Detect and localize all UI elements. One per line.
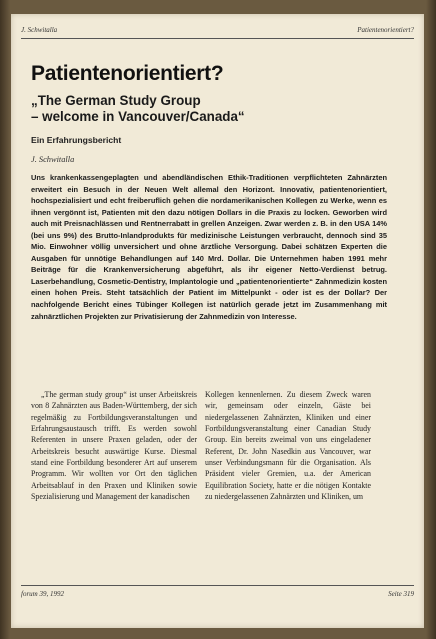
article-byline: J. Schwitalla [31,155,75,164]
article-subtitle [31,93,401,125]
article-title: Patientenorientiert? [31,62,224,85]
subtitle-line-2: – welcome in Vancouver/Canada“ [31,109,245,124]
body-paragraph-right: Kollegen kennenlernen. Zu diesem Zweck waren wir, gemeinsam oder einzeln, Gäste bei niedergelassenen Zahnärzten, Kliniken und einer Fortbildungsveranstaltung einer Canadian Study Group. Ein bereits zweimal von uns eingeladener Referent, Dr. John Nasedkin aus Vancouver, war unser Verbindungsmann für die Organisation. Als Präsident vieler Gremien, u.a. der American Equilibration Society, hatte er die nötigen Kontakte zu niedergelassenen Zahnärzten und Kliniken, um [205,390,371,502]
footer-journal: forum 39, 1992 [21,590,64,598]
article-abstract: Uns krankenkassengeplagten und abendländischen Ethik-Traditionen verpflichteten Zahnärzten erweitert ein Besuch in der Neuen Welt allemal den Horizont. Innovativ, patientenorientiert, hochspezialisiert und echt freiberuflich gehen die nordamerikanischen Kollegen zu Werke, wenn es ihnen vergönnt ist, Patienten mit den dazu nötigen Dollars in die Praxis zu locken. Geworben wird auch mit Preisnachlässen und Rentnerrabatt in grellen Anzeigen. Zwar werden z. B. in den USA 14% (bei uns 9%) des Brutto-Inlandprodukts für medizinische Leistungen verbraucht, dennoch sind 35 Mio. Einwohner völlig unversichert und ohne ärztliche Versorgung. Dabei schätzen Experten die Ausgaben für unnötige Behandlungen auf 140 Mrd. Dollar. Die Unternehmen haben 1991 mehr Beiträge für die Krankenversicherung abgeführt, als ihr eigener Netto-Verdienst betrug. Laserbehandlung, Cosmetic-Dentistry, Implantologie und „patientenorientierte“ Zahnmedizin kosten einen hohen Preis. Steht tatsächlich der Patient im Mittelpunkt - oder ist es der Dollar? Der nachfolgende Bericht eines Tübinger Kollegen ist natürlich gerade jetzt im Zusammenhang mit zahnärztlichen Projekten zur Privatisierung der Zahnmedizin von Interesse. [31,173,387,321]
running-footer [21,585,414,600]
header-section: Patientenorientiert? [357,26,414,34]
footer-page-number: Seite 319 [388,590,414,598]
header-author: J. Schwitalla [21,26,58,34]
document-page [11,14,424,628]
body-paragraph-left: „The german study group“ ist unser Arbeitskreis von 8 Zahnärzten aus Baden-Württemberg, der sich regelmäßig zu Fortbildungsveranstaltungen und Erfahrungsaustausch trifft. Es werden sowohl Referenten in unsere Praxen geladen, oder der Arbeitskreis besucht auswärtige Kurse. Diesmal stand eine Fortbildung besonderer Art auf unserem Programm. Wir wollten vor Ort den täglichen Arbeitsablauf in den Praxen und Kliniken sowie Spezialisierung und Management der kanadischen [31,390,197,502]
running-header [21,24,414,39]
article-kicker: Ein Erfahrungsbericht [31,135,122,145]
body-column-right [205,389,371,502]
body-column-left [31,389,197,502]
subtitle-line-1: „The German Study Group [31,93,201,108]
